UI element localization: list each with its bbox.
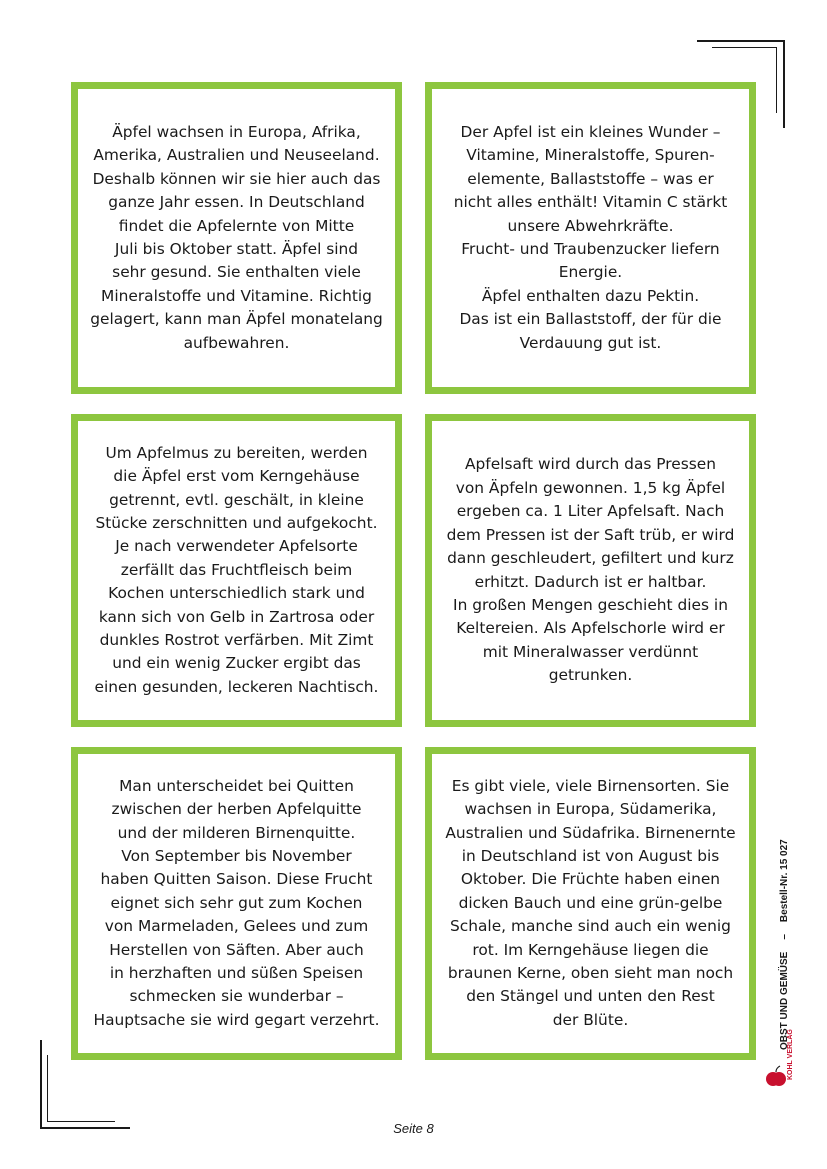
info-card-applesauce: [71, 414, 402, 727]
page-number: Seite 8: [393, 1121, 434, 1136]
card-text: Man unterscheidet bei Quitten zwischen der herben Apfelquitte und der milderen Birnenquitte. Von September bis November haben Quitten Saison. Diese Frucht eignet sich sehr gut zum Kochen von Marmeladen, Gelees und zum Herstellen von Säften. Aber auch in herzhaften und süßen Speisen schmecken sie wunderbar – Hauptsache sie wird gegart verzehrt.: [93, 776, 380, 1029]
info-card-apple-juice: [425, 414, 756, 727]
order-number: Bestell-Nr. 15 027: [779, 839, 790, 923]
corner-mark-top-right: [712, 47, 777, 48]
info-card-pear: [425, 747, 756, 1060]
corner-mark-bottom-left: [40, 1040, 42, 1129]
card-text: Um Apfelmus zu bereiten, werden die Äpfel erst vom Kerngehäuse getrennt, evtl. geschält, in kleine Stücke zerschnitten und aufgekocht. Je nach verwendeter Apfelsorte zerfällt das Fruchtfleisch beim Kochen unterschiedlich stark und kann sich von Gelb in Zartrosa oder dunkles Rostrot verfärben. Mit Zimt und ein wenig Zucker ergibt das einen gesunden, leckeren Nachtisch.: [94, 443, 379, 696]
card-text: Äpfel wachsen in Europa, Afrika, Amerika, Australien und Neuseeland. Deshalb können wir sie hier auch das ganze Jahr essen. In Deutschland findet die Apfelernte von Mitte Juli bis Oktober statt. Äpfel sind sehr gesund. Sie enthalten viele Mineralstoffe und Vitamine. Richtig gelagert, kann man Äpfel monatelang aufbewahren.: [90, 122, 383, 352]
sidebar-order-info: [779, 810, 790, 1050]
apple-logo-icon: [765, 1065, 787, 1089]
card-text: Apfelsaft wird durch das Pressen von Äpfeln gewonnen. 1,5 kg Äpfel ergeben ca. 1 Liter Apfelsaft. Nach dem Pressen ist der Saft trüb, er wird dann geschleudert, gefiltert und kurz erhitzt. Dadurch ist er haltbar. In großen Mengen geschieht dies in Keltereien. Als Apfelschorle wird er mit Mineralwasser verdünnt getrunken.: [446, 455, 735, 685]
corner-mark-top-right: [783, 40, 785, 128]
subject-label: OBST UND GEMÜSE: [779, 951, 790, 1050]
corner-mark-bottom-left: [47, 1055, 48, 1122]
info-card-quince: [71, 747, 402, 1060]
card-text: Es gibt viele, viele Birnensorten. Sie wachsen in Europa, Südamerika, Australien und Südafrika. Birnenernte in Deutschland ist von August bis Oktober. Die Früchte haben einen dicken Bauch und eine grün-gelbe Schale, manche sind auch ein wenig rot. Im Kerngehäuse liegen die braunen Kerne, oben sieht man noch den Stängel und unten den Rest der Blüte.: [445, 776, 736, 1029]
corner-mark-top-right: [697, 40, 785, 42]
separator: –: [779, 934, 790, 940]
info-card-apple-origin: [71, 82, 402, 394]
card-text: Der Apfel ist ein kleines Wunder – Vitamine, Mineralstoffe, Spuren- elemente, Ballaststoffe – was er nicht alles enthält! Vitamin C stärkt unsere Abwehrkräfte. Frucht- und Traubenzucker liefern Energie. Äpfel enthalten dazu Pektin. Das ist ein Ballaststoff, der für die Verdauung gut ist.: [453, 122, 728, 352]
publisher-logo-text: KOHL VERLAG: [787, 1029, 794, 1080]
info-card-apple-vitamins: [425, 82, 756, 394]
corner-mark-top-right: [776, 47, 777, 113]
